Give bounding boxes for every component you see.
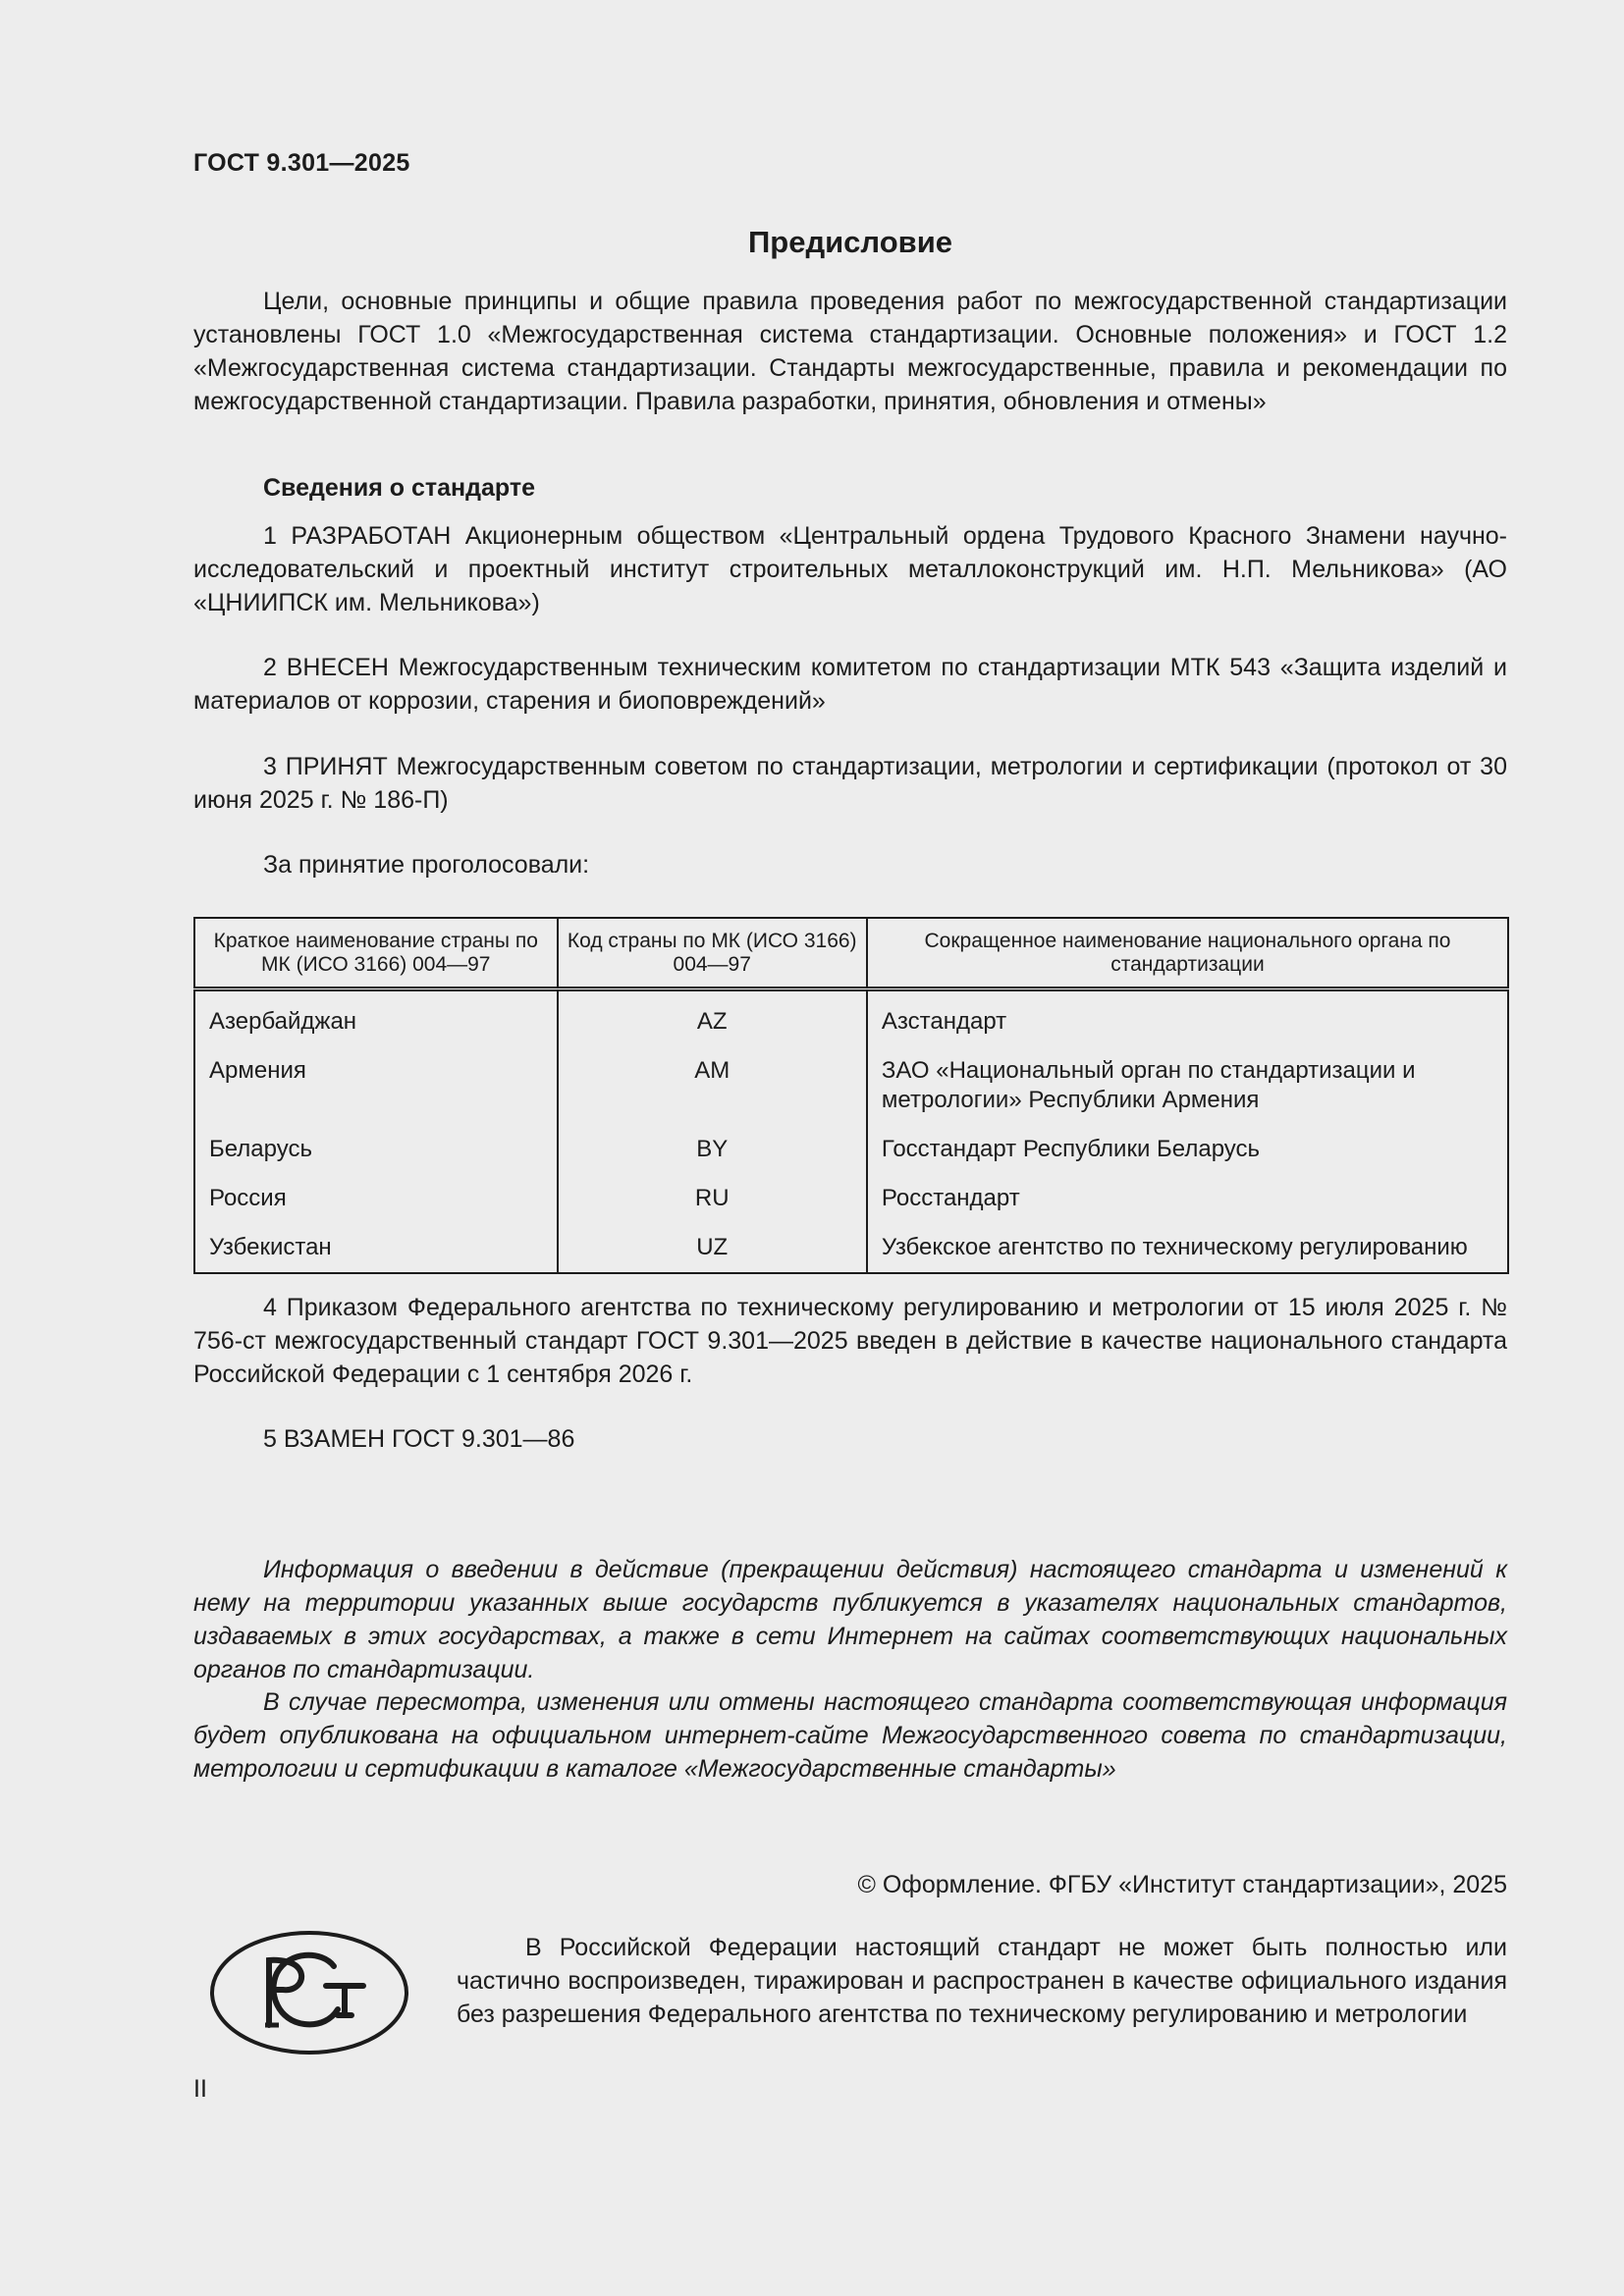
column-header-country: Краткое наименование страны по МК (ИСО 3166) 004—97 bbox=[194, 918, 558, 989]
rst-certification-mark-icon bbox=[208, 1929, 410, 2056]
country-cell: Россия bbox=[194, 1184, 558, 1233]
country-cell: Азербайджан bbox=[194, 989, 558, 1057]
page-number: II bbox=[193, 2075, 207, 2103]
table-row bbox=[194, 1233, 1508, 1273]
item-submitted: 2 ВНЕСЕН Межгосударственным техническим комитетом по стандартизации МТК 543 «Защита изделий и материалов от коррозии, старения и биоповреждений» bbox=[193, 654, 1507, 715]
table-row bbox=[194, 1184, 1508, 1233]
item-developed: 1 РАЗРАБОТАН Акционерным обществом «Центральный ордена Трудового Красного Знамени научно-исследовательский и проектный институт строительных металлоконструкций им. Н.П. Мельникова» (АО «ЦНИИПСК им. Мельникова») bbox=[193, 522, 1507, 616]
table-header-row bbox=[194, 918, 1508, 989]
standard-code: ГОСТ 9.301—2025 bbox=[193, 149, 410, 177]
vote-label: За принятие проголосовали: bbox=[263, 851, 590, 879]
item-replaces: 5 ВЗАМЕН ГОСТ 9.301—86 bbox=[263, 1425, 575, 1453]
reproduction-notice: В Российской Федерации настоящий стандарт не может быть полностью или частично воспроизведен, тиражирован и распространен в качестве официального издания без разрешения Федерального агентства по техническому регулированию и метрологии bbox=[457, 1934, 1507, 2028]
country-cell: Беларусь bbox=[194, 1135, 558, 1184]
body-cell: ЗАО «Национальный орган по стандартизации и метрологии» Республики Армения bbox=[867, 1056, 1508, 1135]
code-cell: RU bbox=[558, 1184, 867, 1233]
item-enacted: 4 Приказом Федерального агентства по техническому регулированию и метрологии от 15 июля 2025 г. № 756-ст межгосударственный стандарт ГОСТ 9.301—2025 введен в действие в качестве национального стандарта Российской Федерации с 1 сентября 2026 г. bbox=[193, 1294, 1507, 1388]
country-cell: Узбекистан bbox=[194, 1233, 558, 1273]
section-heading: Сведения о стандарте bbox=[263, 474, 536, 502]
body-cell: Росстандарт bbox=[867, 1184, 1508, 1233]
table-row bbox=[194, 1135, 1508, 1184]
copyright-line: © Оформление. ФГБУ «Институт стандартизации», 2025 bbox=[857, 1871, 1507, 1898]
country-cell: Армения bbox=[194, 1056, 558, 1135]
column-header-body: Сокращенное наименование национального органа по стандартизации bbox=[867, 918, 1508, 989]
table-row bbox=[194, 1056, 1508, 1135]
code-cell: AM bbox=[558, 1056, 867, 1135]
page-title: Предисловие bbox=[747, 225, 952, 259]
table-row bbox=[194, 989, 1508, 1057]
voting-countries-table bbox=[193, 917, 1509, 1274]
item-adopted: 3 ПРИНЯТ Межгосударственным советом по стандартизации, метрологии и сертификации (протокол от 30 июня 2025 г. № 186-П) bbox=[193, 753, 1507, 814]
code-cell: AZ bbox=[558, 989, 867, 1057]
info-paragraph-2: В случае пересмотра, изменения или отмены настоящего стандарта соответствующая информация будет опубликована на официальном интернет-сайте Межгосударственного совета по стандартизации, метрологии и сертификации в каталоге «Межгосударственные стандарты» bbox=[193, 1688, 1507, 1783]
body-cell: Госстандарт Республики Беларусь bbox=[867, 1135, 1508, 1184]
code-cell: BY bbox=[558, 1135, 867, 1184]
body-cell: Азстандарт bbox=[867, 989, 1508, 1057]
code-cell: UZ bbox=[558, 1233, 867, 1273]
info-paragraph-1: Информация о введении в действие (прекращении действия) настоящего стандарта и изменений к нему на территории указанных выше государств публикуется в указателях национальных стандартов, издаваемых в этих государствах, а также в сети Интернет на сайтах соответствующих национальных органов по стандартизации. bbox=[193, 1556, 1507, 1683]
column-header-code: Код страны по МК (ИСО 3166) 004—97 bbox=[558, 918, 867, 989]
intro-paragraph: Цели, основные принципы и общие правила проведения работ по межгосударственной стандартизации установлены ГОСТ 1.0 «Межгосударственная система стандартизации. Основные положения» и ГОСТ 1.2 «Межгосударственная система стандартизации. Стандарты межгосударственные, правила и рекомендации по межгосударственной стандартизации. Правила разработки, принятия, обновления и отмены» bbox=[193, 288, 1507, 415]
body-cell: Узбекское агентство по техническому регулированию bbox=[867, 1233, 1508, 1273]
